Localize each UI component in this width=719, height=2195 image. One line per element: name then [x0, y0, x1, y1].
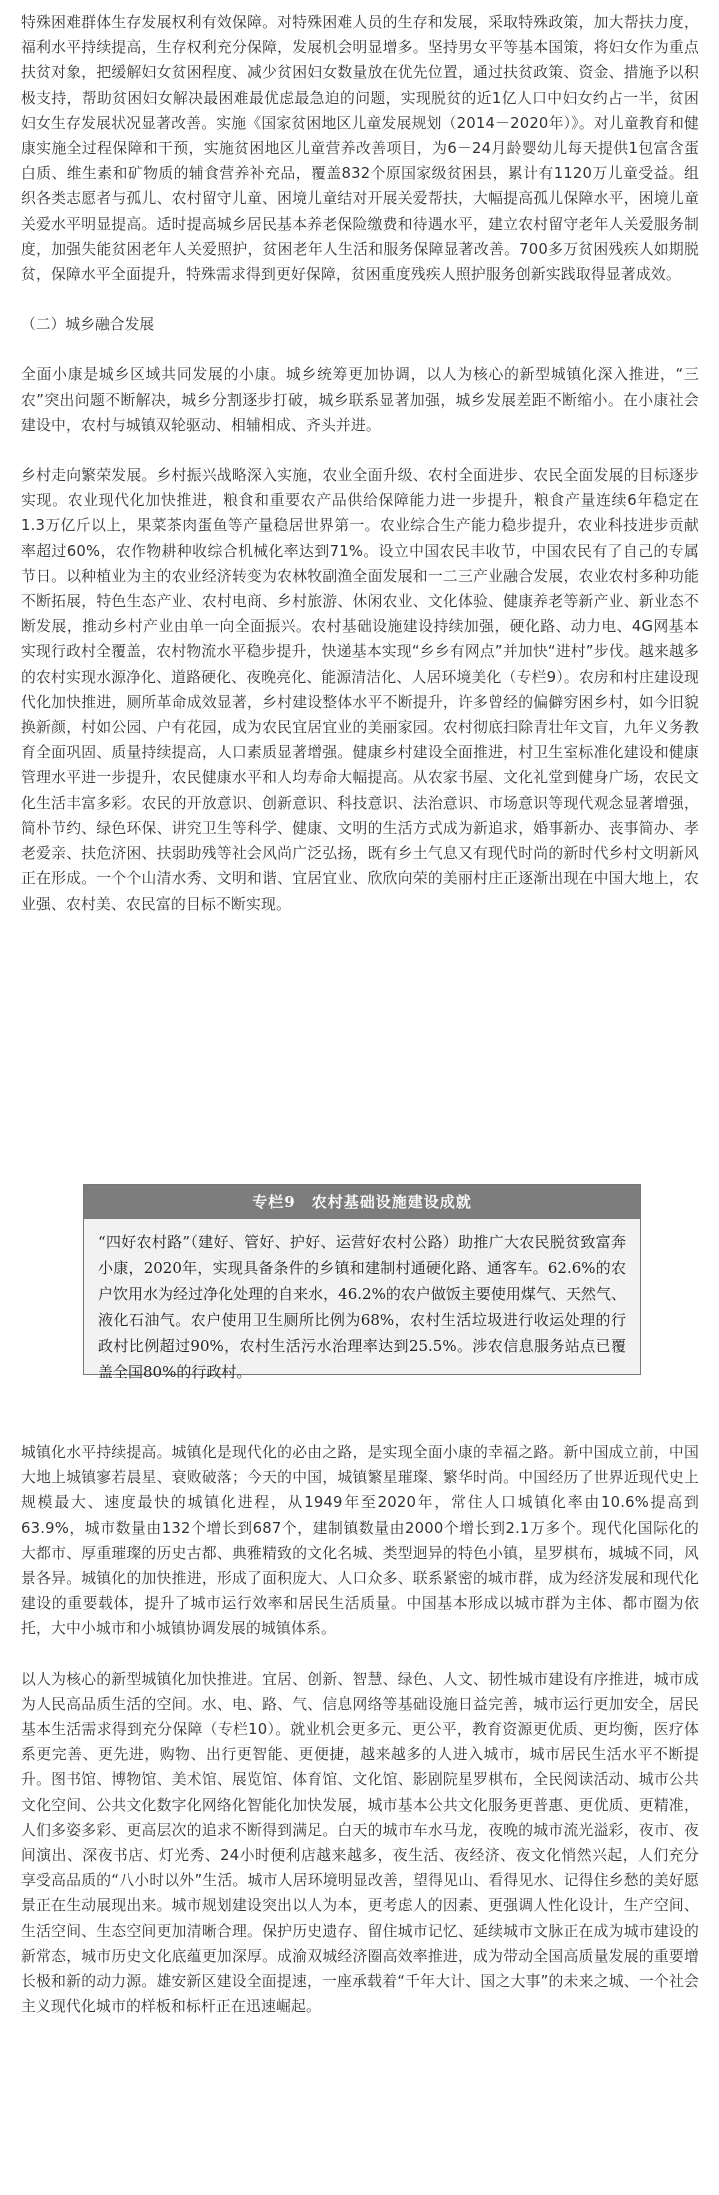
paragraph-rural-prosperity: 乡村走向繁荣发展。乡村振兴战略深入实施，农业全面升级、农村全面进步、农民全面发展的目标逐步实现。农业现代化加快推进，粮食和重要农产品供给保障能力进一步提升，粮食产量连续6年稳定在1.3万亿斤以上，果菜茶肉蛋鱼等产量稳居世界第一。农业综合生产能力稳步提升，农业科技进步贡献率超过60%，农作物耕种收综合机械化率达到71%。设立中国农民丰收节，中国农民有了自己的专属节日。以种植业为主的农业经济转变为农林牧副渔全面发展和一二三产业融合发展，农业农村多种功能不断拓展，特色生态产业、农村电商、乡村旅游、休闲农业、文化体验、健康养老等新产业、新业态不断发展，推动乡村产业由单一向全面振兴。农村基础设施建设持续加强，硬化路、动力电、4G网基本实现行政村全覆盖，农村物流水平稳步提升，快递基本实现“乡乡有网点”并加快“进村”步伐。越来越多的农村实现水源净化、道路硬化、夜晚亮化、能源清洁化、人居环境美化（专栏9）。农房和村庄建设现代化加快推进，厕所革命成效显著，乡村建设整体水平不断提升，许多曾经的偏僻穷困乡村，如今旧貌换新颜，村如公园、户有花园，成为农民宜居宜业的美丽家园。农村彻底扫除青壮年文盲，九年义务教育全面巩固、质量持续提高，人口素质显著增强。健康乡村建设全面推进，村卫生室标准化建设和健康管理水平进一步提升，农民健康水平和人均寿命大幅提高。从农家书屋、文化礼堂到健身广场，农民文化生活丰富多彩。农民的开放意识、创新意识、科技意识、法治意识、市场意识等现代观念显著增强，简朴节约、绿色环保、讲究卫生等科学、健康、文明的生活方式成为新追求，婚事新办、丧事简办、孝老爱亲、扶危济困、扶弱助残等社会风尚广泛弘扬，既有乡土气息又有现代时尚的新时代乡村文明新风正在形成。一个个山清水秀、文明和谐、宜居宜业、欣欣向荣的美丽村庄正逐渐出现在中国大地上，农业强、农村美、农民富的目标不断实现。: [21, 467, 699, 913]
paragraph-urbanization: 城镇化水平持续提高。城镇化是现代化的必由之路，是实现全面小康的幸福之路。新中国成立前，中国大地上城镇寥若晨星、衰败破落；今天的中国，城镇繁星璀璨、繁华时尚。中国经历了世界近现代史上规模最大、速度最快的城镇化进程，从1949年至2020年，常住人口城镇化率由10.6%提高到63.9%，城市数量由132个增长到687个，建制镇数量由2000个增长到2.1万多个。现代化国际化的大都市、厚重璀璨的历史古都、典雅精致的文化名城、类型迥异的特色小镇，星罗棋布，城城不同，风景各异。城镇化的加快推进，形成了面积庞大、人口众多、联系紧密的城市群，成为经济发展和现代化建设的重要载体，提升了城市运行效率和居民生活质量。中国基本形成以城市群为主体、都市圈为依托，大中小城市和小城镇协调发展的城镇体系。: [21, 1444, 699, 1638]
paragraph-urban-rural-intro: 全面小康是城乡区域共同发展的小康。城乡统筹更加协调，以人为核心的新型城镇化深入推进，“三农”突出问题不断解决，城乡分割逐步打破，城乡联系显著加强，城乡发展差距不断缩小。在小康社会建设中，农村与城镇双轮驱动、相辅相成、齐头并进。: [21, 366, 699, 434]
sidebar-box-column-9: [83, 1184, 641, 1381]
paragraph-new-urbanization: 以人为核心的新型城镇化加快推进。宜居、创新、智慧、绿色、人文、韧性城市建设有序推进，城市成为人民高品质生活的空间。水、电、路、气、信息网络等基础设施日益完善，城市运行更加安全，居民基本生活需求得到充分保障（专栏10）。就业机会更多元、更公平，教育资源更优质、更均衡，医疗体系更完善、更先进，购物、出行更智能、更便捷，越来越多的人进入城市，城市居民生活水平不断提升。图书馆、博物馆、美术馆、展览馆、体育馆、文化馆、影剧院星罗棋布，全民阅读活动、城市公共文化空间、公共文化数字化网络化智能化加快发展，城市基本公共文化服务更普惠、更优质、更精准，人们多姿多彩、更高层次的追求不断得到满足。白天的城市车水马龙，夜晚的城市流光溢彩，夜市、夜间演出、深夜书店、灯光秀、24小时便利店越来越多，夜生活、夜经济、夜文化悄然兴起，人们充分享受高品质的“八小时以外”生活。城市人居环境明显改善，望得见山、看得见水、记得住乡愁的美好愿景正在生动展现出来。城市规划建设突出以人为本，更考虑人的因素、更强调人性化设计，生产空间、生活空间、生态空间更加清晰合理。保护历史遗存、留住城市记忆、延续城市文脉正在成为城市建设的新常态，城市历史文化底蕴更加深厚。成渝双城经济圈高效率推进，成为带动全国高质量发展的重要增长极和新的动力源。雄安新区建设全面提速，一座承载着“千年大计、国之大事”的未来之城、一个社会主义现代化城市的样板和标杆正在迅速崛起。: [21, 1670, 699, 2016]
box-text: “四好农村路”（建好、管好、护好、运营好农村公路）助推广大农民脱贫致富奔小康，2020年，实现具备条件的乡镇和建制村通硬化路、通客车。62.6%的农户饮用水为经过净化处理的自来水，46.2%的农户做饭主要使用煤气、天然气、液化石油气。农户使用卫生厕所比例为68%，农村生活垃圾进行收运处理的行政村比例超过90%，农村生活污水治理率达到25.5%。涉农信息服务站点已覆盖全国80%的行政村。: [98, 1233, 626, 1381]
section-heading: （二）城乡融合发展: [21, 316, 155, 334]
article-lower: [21, 1440, 699, 2019]
paragraph-special-groups: 特殊困难群体生存发展权利有效保障。对特殊困难人员的生存和发展，采取特殊政策，加大帮扶力度，福利水平持续提高，生存权利充分保障，发展机会明显增多。坚持男女平等基本国策，将妇女作为重点扶贫对象，把缓解妇女贫困程度、减少贫困妇女数量放在优先位置，通过扶贫政策、资金、措施予以积极支持，帮助贫困妇女解决最困难最优虑最急迫的问题，实现脱贫的近1亿人口中妇女约占一半，贫困妇女生存发展状况显著改善。实施《国家贫困地区儿童发展规划（2014－2020年）》。对儿童教育和健康实施全过程保障和干预，实施贫困地区儿童营养改善项目，为6－24月龄婴幼儿每天提供1包富含蛋白质、维生素和矿物质的辅食营养补充品，覆盖832个原国家级贫困县，累计有1120万儿童受益。组织各类志愿者与孤儿、农村留守儿童、困境儿童结对开展关爱帮扶，大幅提高孤儿保障水平，困境儿童关爱水平明显提高。适时提高城乡居民基本养老保险缴费和待遇水平，建立农村留守老年人关爱服务制度，加强失能贫困老年人关爱照护，贫困老年人生活和服务保障显著改善。700多万贫困残疾人如期脱贫，保障水平全面提升，特殊需求得到更好保障，贫困重度残疾人照护服务创新实践取得显著成效。: [21, 14, 699, 284]
article-upper: [21, 10, 699, 917]
box-title: 专栏9 农村基础设施建设成就: [84, 1185, 640, 1219]
